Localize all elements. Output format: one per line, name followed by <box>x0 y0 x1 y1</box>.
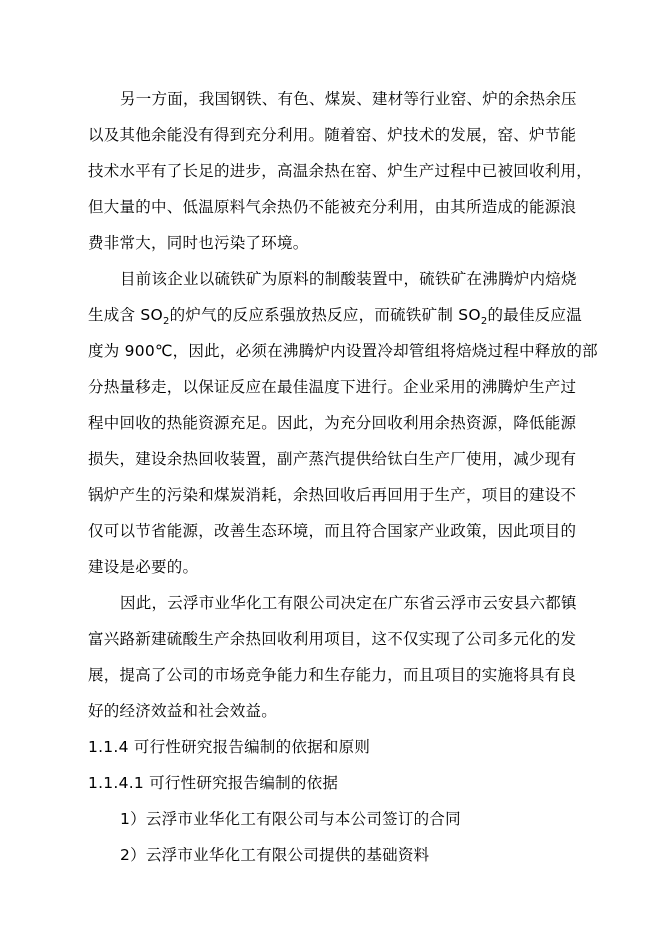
list-item: 2）云浮市业华化工有限公司提供的基础资料 <box>120 846 430 864</box>
paragraph-3-line-2: 富兴路新建硫酸生产余热回收利用项目，这不仅实现了公司多元化的发 <box>88 630 577 648</box>
paragraph-1-line-1: 另一方面，我国钢铁、有色、煤炭、建材等行业窑、炉的余热余压 <box>120 90 577 108</box>
paragraph-2-line-2 <box>88 305 582 325</box>
so2-subscript: 2 <box>480 316 488 327</box>
paragraph-2-line-2-text-c: 的最佳反应温 <box>487 306 582 324</box>
paragraph-2-line-9: 建设是必要的。 <box>88 558 199 576</box>
section-heading-1-1-4-1: 1.1.4.1 可行性研究报告编制的依据 <box>88 774 339 792</box>
paragraph-1-line-2: 以及其他余能没有得到充分利用。随着窑、炉技术的发展，窑、炉节能 <box>88 126 577 144</box>
paragraph-3-line-1: 因此，云浮市业华化工有限公司决定在广东省云浮市云安县六都镇 <box>120 594 577 612</box>
paragraph-2-line-6: 损失，建设余热回收装置，副产蒸汽提供给钛白生产厂使用，减少现有 <box>88 450 577 468</box>
paragraph-3-line-3: 展，提高了公司的市场竞争能力和生存能力，而且项目的实施将具有良 <box>88 666 577 684</box>
paragraph-2-line-8: 仅可以节省能源，改善生态环境，而且符合国家产业政策，因此项目的 <box>88 522 577 540</box>
paragraph-2-line-4: 分热量移走，以保证反应在最佳温度下进行。企业采用的沸腾炉生产过 <box>88 378 577 396</box>
list-item: 1）云浮市业华化工有限公司与本公司签订的合同 <box>120 810 461 828</box>
paragraph-2-line-2-text-b: 的炉气的反应系强放热反应，而硫铁矿制 SO <box>169 306 481 324</box>
so2-subscript: 2 <box>162 316 170 327</box>
paragraph-2-line-5: 程中回收的热能资源充足。因此，为充分回收利用余热资源，降低能源 <box>88 414 577 432</box>
section-heading-1-1-4: 1.1.4 可行性研究报告编制的依据和原则 <box>88 738 371 756</box>
paragraph-2-line-1: 目前该企业以硫铁矿为原料的制酸装置中，硫铁矿在沸腾炉内焙烧 <box>120 270 577 288</box>
paragraph-2-line-3: 度为 900℃，因此，必须在沸腾炉内设置冷却管组将焙烧过程中释放的部 <box>88 342 598 360</box>
paragraph-3-line-4: 好的经济效益和社会效益。 <box>88 702 278 720</box>
paragraph-2-line-7: 锅炉产生的污染和煤炭消耗，余热回收后再回用于生产，项目的建设不 <box>88 486 577 504</box>
paragraph-1-line-3: 技术水平有了长足的进步，高温余热在窑、炉生产过程中已被回收利用， <box>88 162 593 180</box>
paragraph-1-line-4: 但大量的中、低温原料气余热仍不能被充分利用，由其所造成的能源浪 <box>88 198 577 216</box>
paragraph-2-line-2-text-a: 生成含 SO <box>88 306 163 324</box>
paragraph-1-line-5: 费非常大，同时也污染了环境。 <box>88 234 309 252</box>
